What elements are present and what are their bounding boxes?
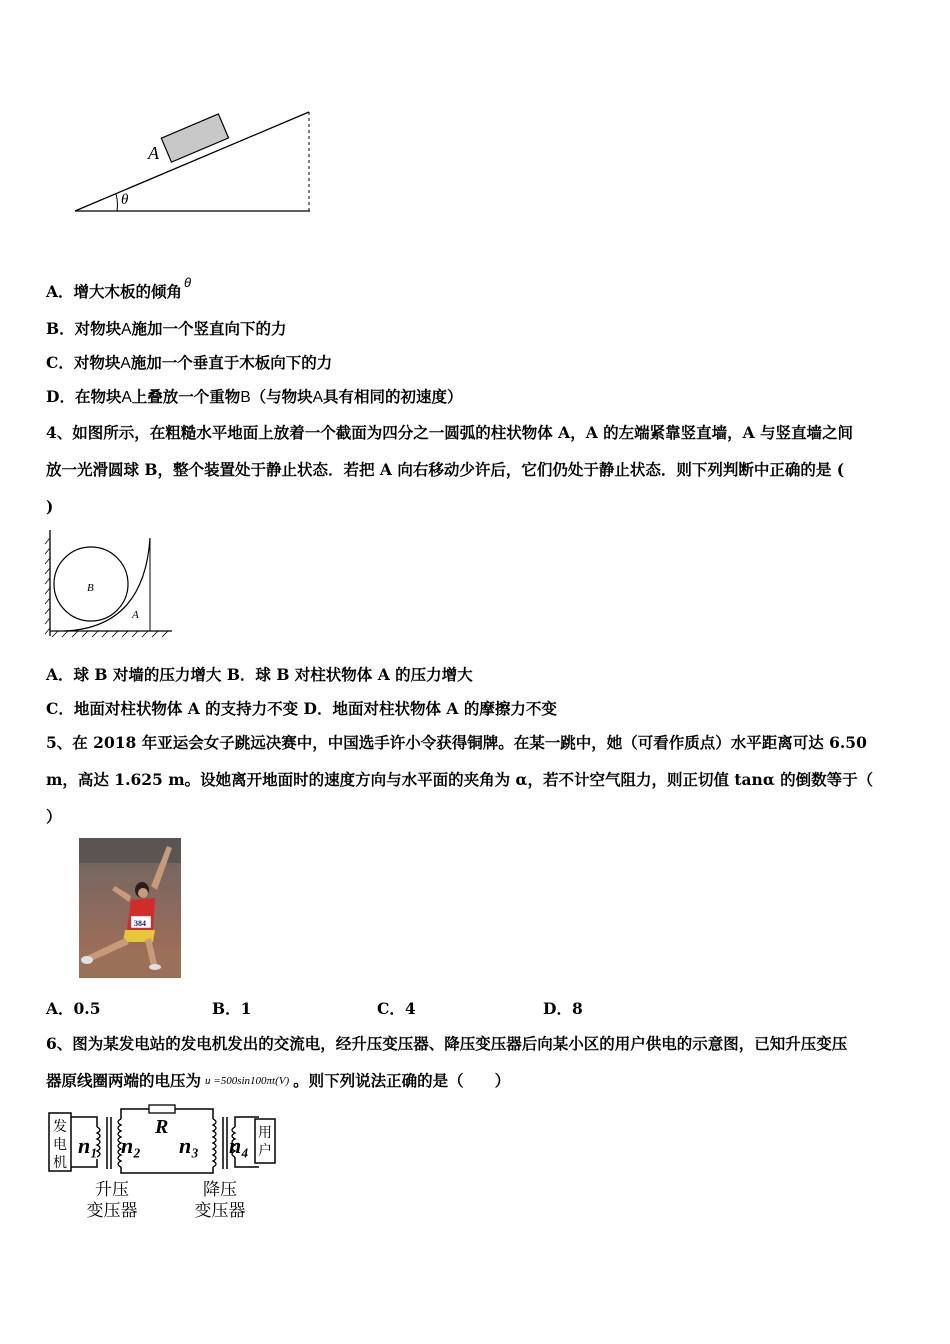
q5-option-a: A．0.5 [46,999,101,1018]
q3-option-d: D．在物块A上叠放一个重物B（与物块A具有相同的初速度） [46,387,463,406]
q5-option-d: D．8 [543,999,583,1018]
long-jumper-photo [79,838,181,978]
label-b: B [87,582,94,594]
generator-char2: 电 [53,1138,67,1153]
q5-option-b: B．1 [212,999,252,1018]
wall-ball-figure [44,528,174,643]
label-a: A [132,609,139,621]
q6-stem-line1: 6、图为某发电站的发电机发出的交流电，经升压变压器、降压变压器后向某小区的用户供电的示意图，已知升压变压 [46,1034,848,1053]
q5-stem-line3: ） [46,807,62,826]
block-a [161,114,228,162]
q3-option-b: B．对物块A施加一个竖直向下的力 [46,319,287,338]
q4-stem-line3: ) [46,497,54,516]
q3-option-c: C．对物块A施加一个垂直于木板向下的力 [46,353,333,372]
generator-char3: 机 [53,1156,67,1171]
q4-stem-line2: 放一光滑圆球 B，整个装置处于静止状态．若把 A 向右移动少许后，它们仍处于静止状态．则下列判断中正确的是 ( [46,460,845,479]
label-n4: n₄ [229,1133,249,1158]
block-label: A [148,143,159,163]
q4-options-ab: A．球 B 对墙的压力增大 B．球 B 对柱状物体 A 的压力增大 [46,665,473,684]
voltage-formula: u =500sin100πt(V) [205,1075,290,1087]
q3-option-a: A．增大木板的倾角 $^\theta$ [46,275,192,301]
caption-step-down-2: 变压器 [194,1201,246,1220]
label-n3: n₃ [179,1133,199,1158]
q5-stem-line1: 5、在 2018 年亚运会女子跳远决赛中，中国选手许小令获得铜牌。在某一跳中，她（可看作质点）水平距离可达 6.50 [46,733,867,752]
q4-stem-line1: 4、如图所示，在粗糙水平地面上放着一个截面为四分之一圆弧的柱状物体 A，A 的左端紧靠竖直墙，A 与竖直墙之间 [46,423,854,442]
transformer-diagram [45,1103,280,1223]
caption-step-down-1: 降压 [203,1180,237,1199]
bib-number: 384 [134,919,146,928]
q5-option-c: C．4 [377,999,416,1018]
q5-stem-line2: m，高达 1.625 m。设她离开地面时的速度方向与水平面的夹角为 α，若不计空气阻力，则正切值 tanα 的倒数等于（ [46,770,874,789]
caption-step-up-1: 升压 [95,1180,129,1199]
resistor-r [149,1105,175,1113]
user-char2: 户 [258,1144,272,1159]
user-char1: 用 [258,1126,272,1141]
q6-stem-line2: 器原线圈两端的电压为 u =500sin100πt(V) 。则下列说法正确的是（ ） [46,1071,511,1090]
incline-figure [70,105,320,220]
label-n2: n₂ [121,1133,141,1158]
label-n1: n₁ [78,1133,98,1158]
caption-step-up-2: 变压器 [86,1201,138,1220]
label-r: R [155,1116,169,1138]
generator-char1: 发 [53,1120,67,1135]
q4-options-cd: C．地面对柱状物体 A 的支持力不变 D．地面对柱状物体 A 的摩擦力不变 [46,699,557,718]
angle-label: θ [121,192,129,208]
